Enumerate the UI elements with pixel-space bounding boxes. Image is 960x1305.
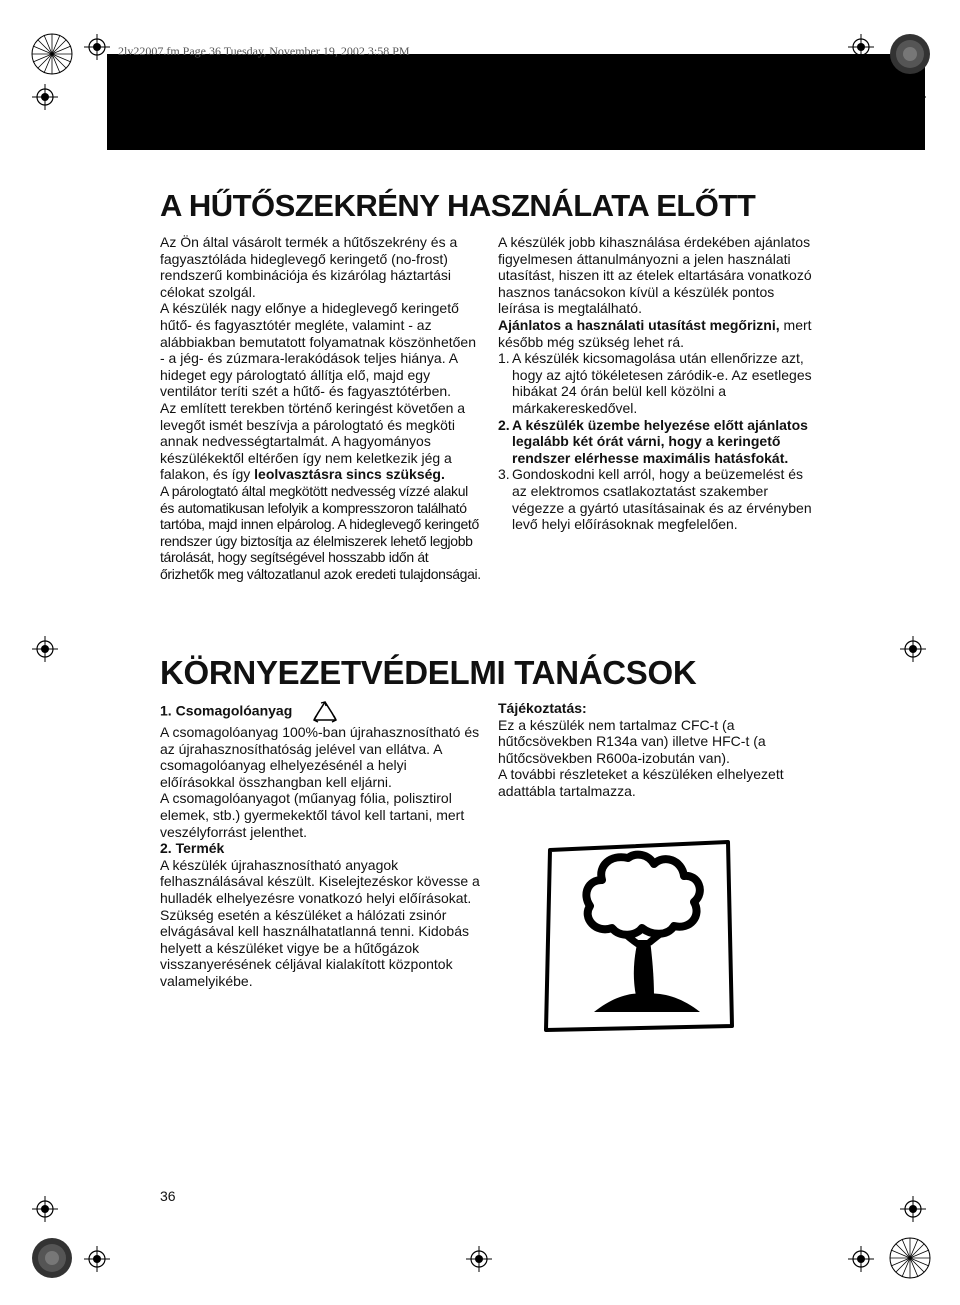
- section1-left-column: [160, 234, 482, 582]
- registration-mark-icon: [466, 1246, 492, 1272]
- paragraph: Szükség esetén a készüléket a hálózati zsinór elvágásával kell használhatatlanná tenni. Kidobás helyett a készüléket vigye be a hűtőgázok visszanyerésének céljával kialakított központok valamelyikébe.: [160, 906, 469, 989]
- registration-mark-icon: [848, 1246, 874, 1272]
- file-slug: 2lv22007.fm Page 36 Tuesday, November 19, 2002 3:58 PM: [118, 44, 410, 58]
- registration-mark-icon: [848, 34, 874, 60]
- registration-mark-icon: [900, 84, 926, 110]
- list-item: 1. A készülék kicsomagolása után ellenőrizze azt, hogy az ajtó tökéletesen záródik-e. Az esetleges hibákat 24 órán belül kell közölni a márkakereskedővel.: [498, 350, 812, 416]
- starburst-mark-icon: [888, 1236, 932, 1280]
- paragraph: Ajánlatos a használati utasítást megőrizni, mert később még szükség lehet rá.: [498, 316, 812, 350]
- paragraph: A készülék jobb kihasználása érdekében ajánlatos figyelmesen áttanulmányozni a jelen használati utasítást, hiszen itt az ételek eltartására vonatkozó hasznos tanácsokon kívül a készülék pontos leírása is megtalálható.: [498, 234, 812, 317]
- section-title-environment: KÖRNYEZETVÉDELMI TANÁCSOK: [160, 654, 697, 691]
- tree-ecolabel-icon: [540, 836, 740, 1036]
- paragraph: A csomagolóanyag 100%-ban újrahasznosítható és az újrahasznosíthatóság jelével van ellátva. A csomagolóanyag elhelyezésénél a helyi előírásokkal összhangban kell eljárni.: [160, 724, 480, 790]
- registration-mark-icon: [900, 1196, 926, 1222]
- header-black-band: [107, 54, 925, 150]
- paragraph: Ez a készülék nem tartalmaz CFC-t (a hűtőcsövekben R134a van) illetve HFC-t (a hűtőcsövekben R600a-izobután van).: [498, 716, 766, 766]
- page-number: 36: [160, 1188, 176, 1204]
- section2-right-column: [498, 700, 818, 800]
- bold-emphasis: Ajánlatos a használati utasítást megőrizni,: [498, 316, 780, 333]
- registration-mark-icon: [900, 636, 926, 662]
- registration-mark-icon: [84, 34, 110, 60]
- paragraph: A további részleteket a készüléken elhelyezett adattábla tartalmazza.: [498, 766, 784, 799]
- paragraph: A készülék nagy előnye a hideglevegő keringető hűtő- és fagyasztótér megléte, valamint - az alábbiakban bemutatott folyamatnak köszönhetően - a jég- és zúzmara-lerakódások teljes hiánya. A hideget egy párologtató állítja elő, majd egy ventilátor teríti szét a hűtő- és fagyasztótérben.: [160, 300, 476, 400]
- starburst-mark-icon: [30, 1236, 74, 1280]
- registration-mark-icon: [32, 636, 58, 662]
- paragraph: Az Ön által vásárolt termék a hűtőszekrény és a fagyasztóláda hideglevegő keringető (no-frost) rendszerű kombinációja és kizárólag háztartási célokat szolgál.: [160, 234, 458, 300]
- paragraph: Az említett terekben történő keringést követően a levegőt ismét beszívja a párologtató és megköti annak nedvességtartalmát. A hagyományos készülékektől eltérően így nem keletkezik jég a falakon, és így leolvasztásra sincs szükség.: [160, 399, 466, 483]
- paragraph: A párologtató által megkötött nedvesség vízzé alakul és automatikusan lefolyik a kompresszoron található tartóba, majd innen elpárolog. A hideglevegő keringető rendszer úgy biztosítja az élelmiszerek lehető legjobb tárolását, hogy segítségével hosszabb időn át őrizhetők meg változatlanul azok eredeti tulajdonságai.: [160, 482, 481, 582]
- registration-mark-icon: [84, 1246, 110, 1272]
- section1-right-column: [498, 234, 818, 533]
- paragraph: A készülék újrahasznosítható anyagok felhasználásával készült. Kiselejtezéskor kövesse a hulladék elhelyezésre vonatkozó helyi előírásokat.: [160, 856, 480, 906]
- subheading: 1. Csomagolóanyag: [160, 700, 482, 724]
- section2-left-column: [160, 700, 482, 990]
- subheading: Tájékoztatás:: [498, 700, 587, 716]
- recycle-icon: [310, 700, 340, 724]
- starburst-mark-icon: [888, 32, 932, 76]
- list-item: 2. A készülék üzembe helyezése előtt ajánlatos legalább két órát várni, hogy a keringető rendszer elérhesse maximális hatásfokát.: [498, 416, 808, 466]
- section-title-before-use: A HŰTŐSZEKRÉNY HASZNÁLATA ELŐTT: [160, 188, 756, 223]
- starburst-mark-icon: [30, 32, 74, 76]
- list-item: 3. Gondoskodni kell arról, hogy a beüzemelést és az elektromos csatlakoztatást szakember végezze a gyártó utasításainak és az érvényben levő helyi előírásoknak megfelelően.: [498, 466, 812, 533]
- paragraph: A csomagolóanyagot (műanyag fólia, polisztirol elemek, stb.) gyermekektől távol kell tartani, mert veszélyforrást jelenthet.: [160, 790, 465, 840]
- subheading: 2. Termék: [160, 840, 225, 857]
- bold-emphasis: leolvasztásra sincs szükség.: [254, 466, 445, 483]
- registration-mark-icon: [32, 1196, 58, 1222]
- registration-mark-icon: [32, 84, 58, 110]
